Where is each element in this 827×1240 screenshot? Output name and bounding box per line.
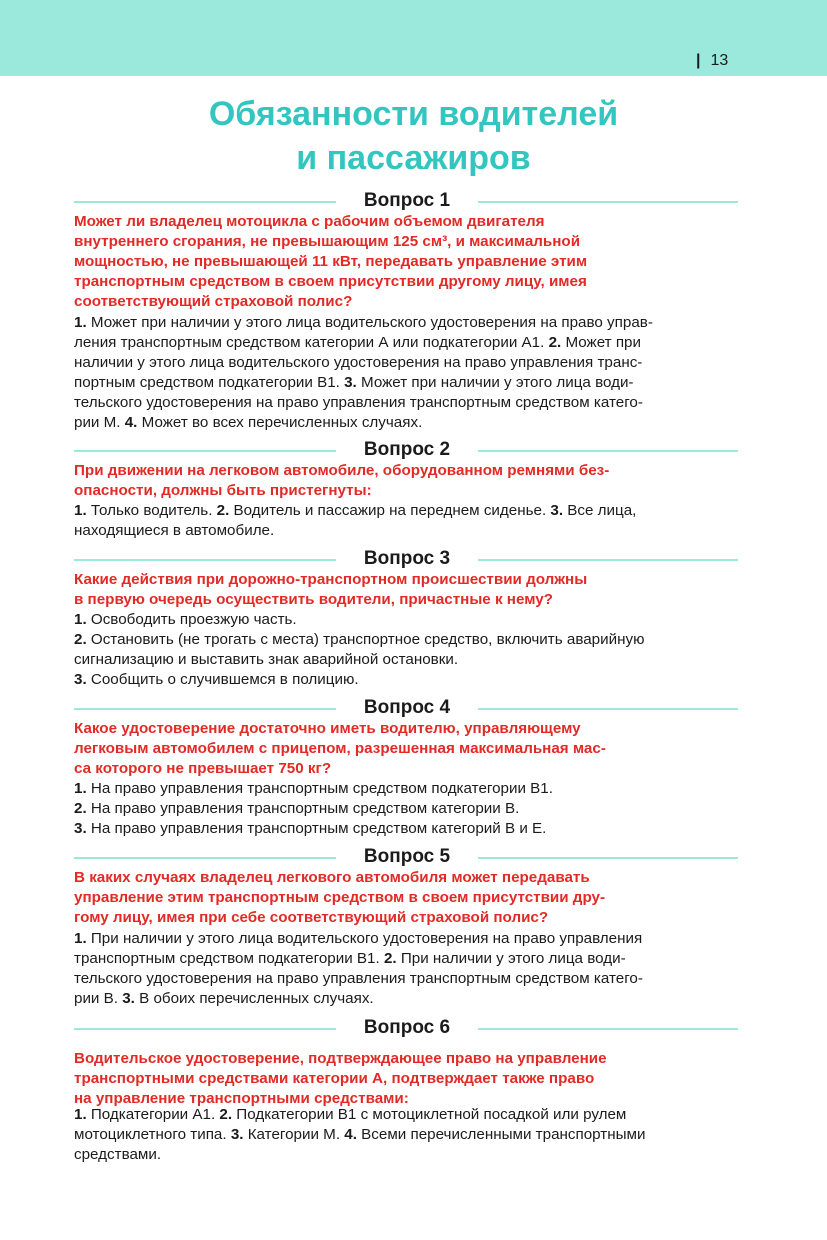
heading-rule: [478, 559, 738, 561]
question-4-heading: [74, 697, 738, 719]
question-text-line: опасности, должны быть пристегнуты:: [74, 482, 372, 499]
question-5-answers: [74, 929, 738, 1009]
heading-rule: [74, 857, 336, 859]
answer-line: 2. Остановить (не трогать с места) транспортное средство, включить аварийную: [74, 631, 645, 648]
question-text-line: транспортными средствами категории А, подтверждает также право: [74, 1070, 595, 1087]
answer-line: 3. На право управления транспортным средством категорий В и Е.: [74, 820, 547, 837]
answer-line: сигнализацию и выставить знак аварийной остановки.: [74, 651, 459, 668]
answer-line: 1. Подкатегории А1. 2. Подкатегории В1 с мотоциклетной посадкой или рулем: [74, 1106, 627, 1123]
question-6-heading: [74, 1017, 738, 1039]
answer-line: транспортным средством подкатегории В1. 2. При наличии у этого лица води-: [74, 950, 626, 967]
answer-line: наличии у этого лица водительского удостоверения на право управления транс-: [74, 354, 643, 371]
question-6-answers: [74, 1105, 738, 1165]
answer-line: рии В. 3. В обоих перечисленных случаях.: [74, 990, 374, 1007]
answer-line: рии М. 4. Может во всех перечисленных случаях.: [74, 414, 423, 431]
heading-rule: [478, 708, 738, 710]
question-2-text: [74, 461, 738, 501]
question-text-line: Водительское удостоверение, подтверждающее право на управление: [74, 1050, 607, 1067]
answer-line: мотоциклетного типа. 3. Категории М. 4. Всеми перечисленными транспортными: [74, 1126, 646, 1143]
question-text-line: гому лицу, имея при себе соответствующий страховой полис?: [74, 909, 549, 926]
question-5-heading: [74, 846, 738, 868]
question-2-answers: [74, 501, 738, 541]
question-number: Вопрос 6: [363, 1017, 451, 1038]
question-1-heading: [74, 190, 738, 212]
page-number-divider: |: [696, 52, 701, 69]
answer-line: находящиеся в автомобиле.: [74, 522, 275, 539]
question-number: Вопрос 2: [363, 439, 451, 460]
heading-rule: [478, 201, 738, 203]
page-title-line: и пассажиров: [296, 139, 531, 177]
question-2-heading: [74, 439, 738, 461]
question-number: Вопрос 3: [363, 548, 451, 569]
answer-line: ления транспортным средством категории А или подкатегории А1. 2. Может при: [74, 334, 641, 351]
question-3-heading: [74, 548, 738, 570]
question-1-text: [74, 212, 738, 312]
answer-line: 1. При наличии у этого лица водительского удостоверения на право управления: [74, 930, 643, 947]
question-text-line: са которого не превышает 750 кг?: [74, 760, 332, 777]
heading-rule: [74, 450, 336, 452]
question-5-text: [74, 868, 738, 928]
answer-line: 1. Освободить проезжую часть.: [74, 611, 297, 628]
question-text-line: Может ли владелец мотоцикла с рабочим объемом двигателя: [74, 213, 545, 230]
question-text-line: Какое удостоверение достаточно иметь водителю, управляющему: [74, 720, 581, 737]
question-text-line: При движении на легковом автомобиле, оборудованном ремнями без-: [74, 462, 610, 479]
question-number: Вопрос 5: [363, 846, 451, 867]
page-title: [0, 92, 827, 180]
answer-line: портным средством подкатегории В1. 3. Может при наличии у этого лица води-: [74, 374, 634, 391]
question-text-line: в первую очередь осуществить водители, причастные к нему?: [74, 591, 553, 608]
question-text-line: легковым автомобилем с прицепом, разрешенная максимальная мас-: [74, 740, 606, 757]
question-text-line: внутреннего сгорания, не превышающим 125 см³, и максимальной: [74, 233, 581, 250]
question-text-line: на управление транспортными средствами:: [74, 1090, 409, 1107]
heading-rule: [478, 857, 738, 859]
question-3-answers: [74, 610, 738, 690]
question-1-answers: [74, 313, 738, 433]
question-3-text: [74, 570, 738, 610]
heading-rule: [74, 559, 336, 561]
question-text-line: Какие действия при дорожно-транспортном происшествии должны: [74, 571, 588, 588]
question-6-text: [74, 1049, 738, 1109]
answer-line: 1. Может при наличии у этого лица водительского удостоверения на право управ-: [74, 314, 653, 331]
question-text-line: управление этим транспортным средством в своем присутствии дру-: [74, 889, 606, 906]
heading-rule: [74, 708, 336, 710]
heading-rule: [74, 201, 336, 203]
answer-line: тельского удостоверения на право управления транспортным средством катего-: [74, 970, 643, 987]
question-text-line: мощностью, не превышающей 11 кВт, передавать управление этим: [74, 253, 588, 270]
answer-line: 1. Только водитель. 2. Водитель и пассажир на переднем сиденье. 3. Все лица,: [74, 502, 637, 519]
answer-line: тельского удостоверения на право управления транспортным средством катего-: [74, 394, 643, 411]
question-4-text: [74, 719, 738, 779]
heading-rule: [478, 1028, 738, 1030]
question-4-answers: [74, 779, 738, 839]
page-number: [696, 52, 728, 70]
page-title-line: Обязанности водителей: [208, 95, 619, 133]
answer-line: 3. Сообщить о случившемся в полицию.: [74, 671, 359, 688]
heading-rule: [74, 1028, 336, 1030]
answer-line: средствами.: [74, 1146, 162, 1163]
question-number: Вопрос 4: [363, 697, 451, 718]
answer-line: 1. На право управления транспортным средством подкатегории В1.: [74, 780, 553, 797]
answer-line: 2. На право управления транспортным средством категории В.: [74, 800, 520, 817]
question-text-line: В каких случаях владелец легкового автомобиля может передавать: [74, 869, 590, 886]
question-text-line: транспортным средством в своем присутствии другому лицу, имея: [74, 273, 587, 290]
heading-rule: [478, 450, 738, 452]
page-number-value: 13: [710, 52, 729, 69]
question-text-line: соответствующий страховой полис?: [74, 293, 353, 310]
question-number: Вопрос 1: [363, 190, 451, 211]
